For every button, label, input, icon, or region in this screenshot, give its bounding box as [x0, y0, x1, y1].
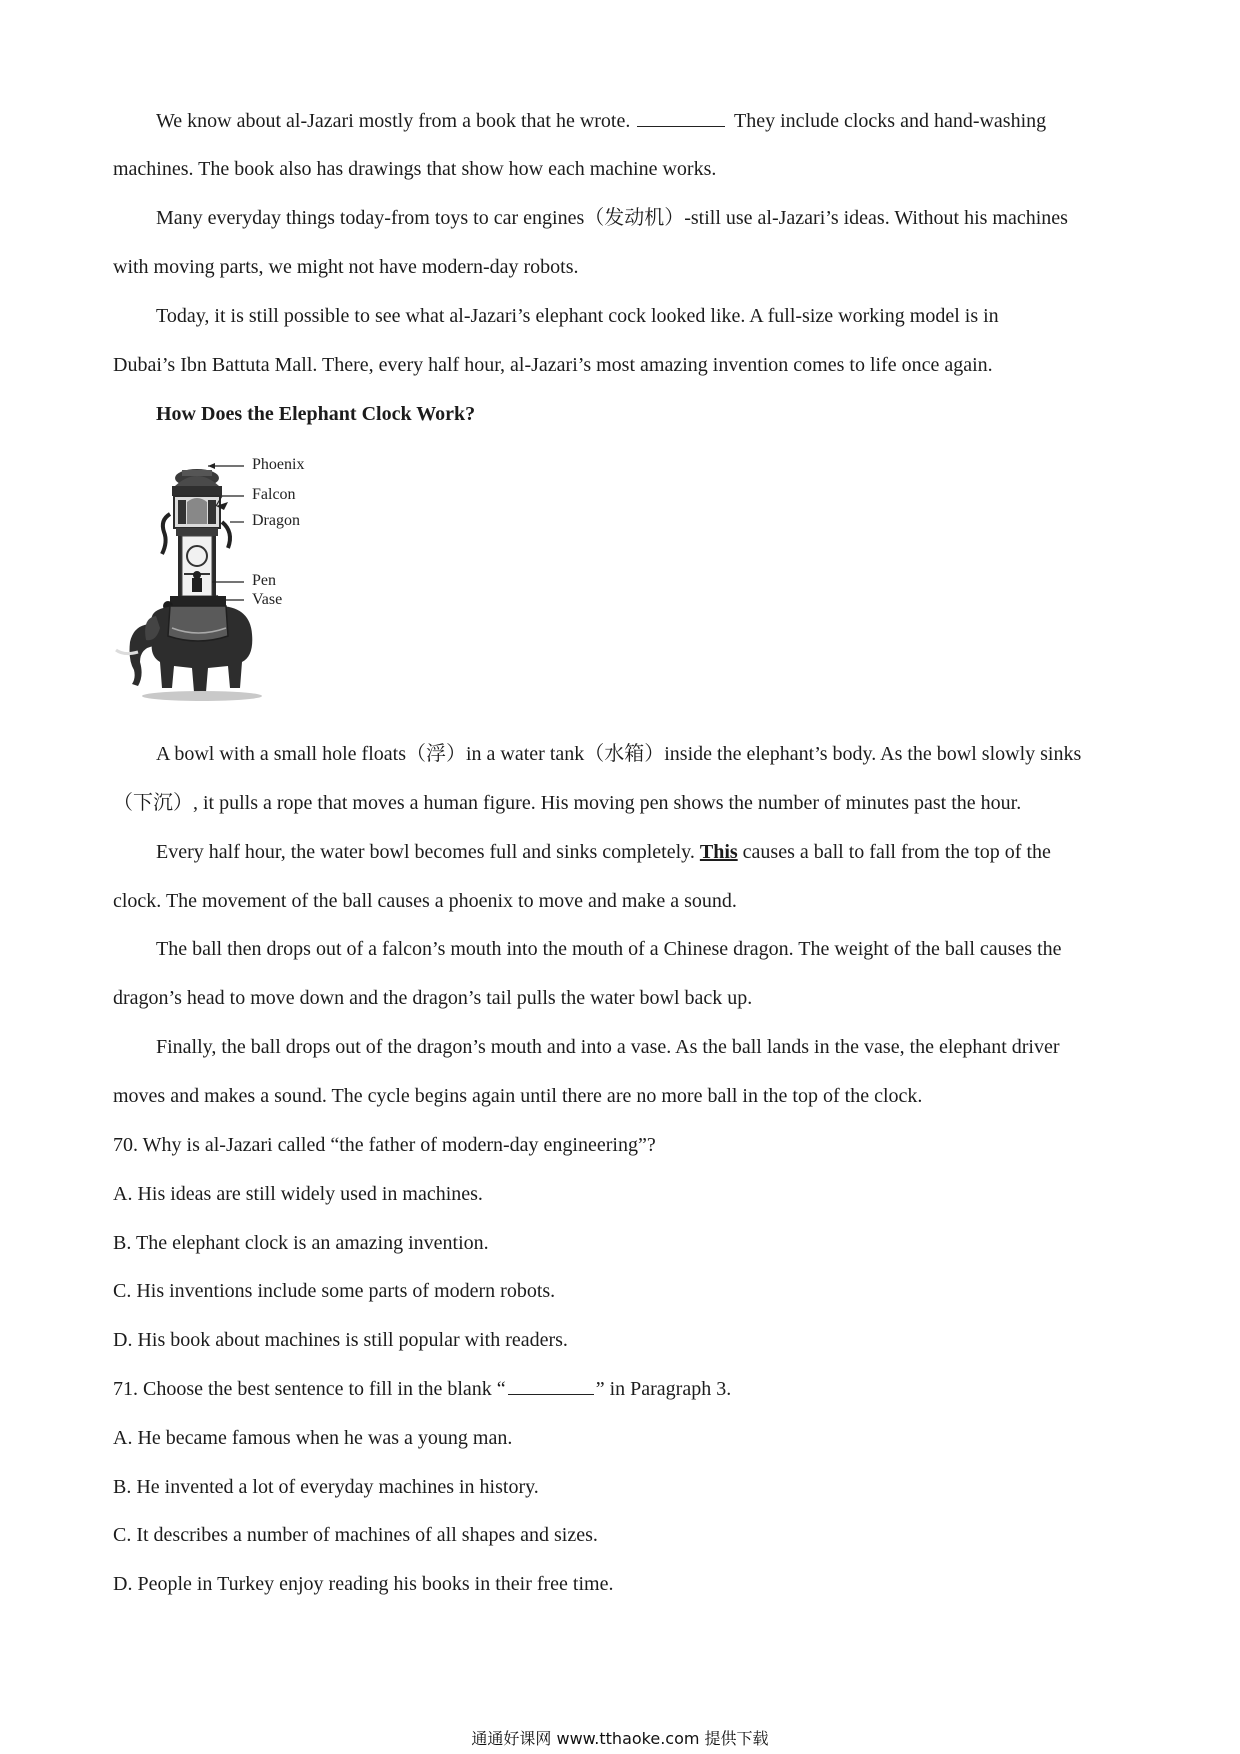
paragraph-6-line-2: dragon’s head to move down and the dragon’s tail pulls the water bowl back up. [113, 987, 753, 1009]
section-heading: How Does the Elephant Clock Work? [156, 403, 476, 425]
question-70-option-d: D. His book about machines is still popular with readers. [113, 1329, 568, 1351]
paragraph-1-line-2: machines. The book also has drawings that show how each machine works. [113, 158, 717, 180]
elephant-clock-illustration [112, 456, 342, 716]
paragraph-4-line-2: （下沉）, it pulls a rope that moves a human figure. His moving pen shows the number of minutes past the hour. [113, 792, 1022, 814]
label-pen: Pen [252, 572, 276, 589]
paragraph-7-line-2: moves and makes a sound. The cycle begins again until there are no more ball in the top of the clock. [113, 1085, 923, 1107]
question-71-blank [508, 1376, 594, 1395]
paragraph-7-line-1: Finally, the ball drops out of the dragon’s mouth and into a vase. As the ball lands in the vase, the elephant driver [156, 1036, 1060, 1058]
question-71-option-d: D. People in Turkey enjoy reading his books in their free time. [113, 1573, 614, 1595]
paragraph-4-line-1: A bowl with a small hole floats（浮）in a water tank（水箱）inside the elephant’s body. As the bowl slowly sinks [156, 743, 1082, 765]
paragraph-1-line-1 [156, 108, 1046, 134]
this-highlight: This [699, 841, 738, 863]
paragraph-2-line-1: Many everyday things today-from toys to car engines（发动机）-still use al-Jazari’s ideas. Without his machines [156, 207, 1068, 229]
question-70-option-c: C. His inventions include some parts of modern robots. [113, 1280, 556, 1302]
paragraph-3-line-1: Today, it is still possible to see what al-Jazari’s elephant cock looked like. A full-size working model is in [156, 305, 999, 327]
question-71-option-c: C. It describes a number of machines of all shapes and sizes. [113, 1524, 598, 1546]
question-71-option-a: A. He became famous when he was a young man. [113, 1427, 513, 1449]
label-dragon: Dragon [252, 512, 300, 529]
paragraph-1-text-a: We know about al-Jazari mostly from a book that he wrote. [156, 110, 631, 132]
paragraph-1-blank [637, 108, 725, 127]
question-71-stem-a: 71. Choose the best sentence to fill in the blank “ [113, 1378, 506, 1400]
paragraph-6-line-1: The ball then drops out of a falcon’s mouth into the mouth of a Chinese dragon. The weight of the ball causes the [156, 938, 1062, 960]
question-71-stem-b: ” in Paragraph 3. [595, 1378, 732, 1400]
page-footer: 通通好课网 www.tthaoke.com 提供下载 [471, 1729, 769, 1748]
question-70-stem: 70. Why is al-Jazari called “the father of modern-day engineering”? [113, 1134, 656, 1156]
paragraph-5-text-b: causes a ball to fall from the top of the [742, 841, 1051, 863]
label-phoenix: Phoenix [252, 456, 305, 473]
question-70-option-b: B. The elephant clock is an amazing invention. [113, 1232, 489, 1254]
paragraph-5-line-1 [156, 839, 1051, 865]
question-71-option-b: B. He invented a lot of everyday machines in history. [113, 1476, 539, 1498]
label-vase: Vase [252, 591, 283, 608]
paragraph-2-line-2: with moving parts, we might not have modern-day robots. [113, 256, 579, 278]
elephant-clock-figure [112, 456, 342, 716]
question-71-stem [113, 1376, 731, 1402]
paragraph-5-text-a: Every half hour, the water bowl becomes full and sinks completely. [156, 841, 695, 863]
paragraph-5-line-2: clock. The movement of the ball causes a phoenix to move and make a sound. [113, 890, 737, 912]
label-falcon: Falcon [252, 486, 296, 503]
paragraph-1-text-b: They include clocks and hand-washing [734, 110, 1047, 132]
question-70-option-a: A. His ideas are still widely used in machines. [113, 1183, 483, 1205]
paragraph-3-line-2: Dubai’s Ibn Battuta Mall. There, every half hour, al-Jazari’s most amazing invention comes to life once again. [113, 354, 993, 376]
